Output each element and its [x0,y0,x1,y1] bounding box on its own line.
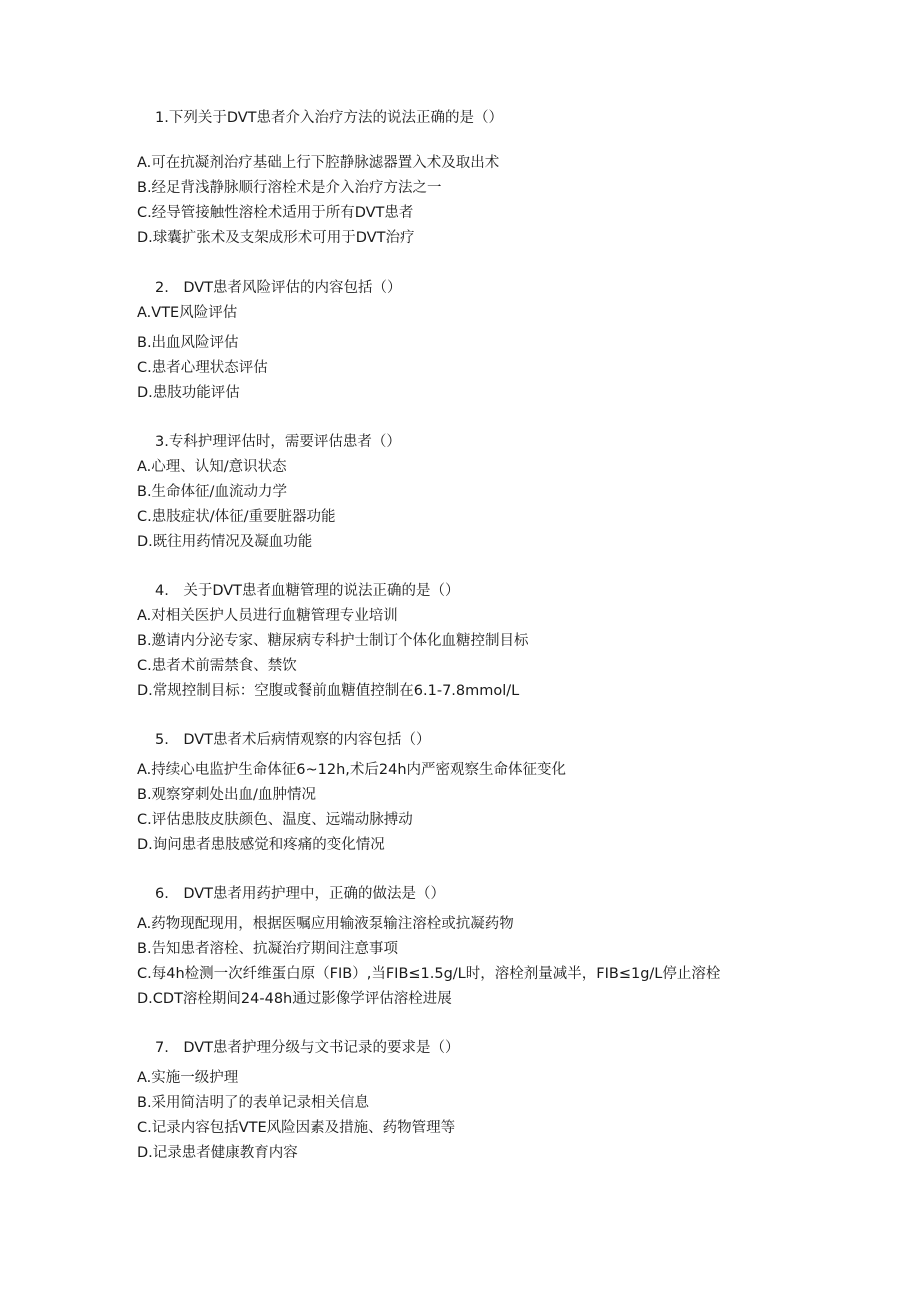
option-d: D.患肢功能评估 [137,385,240,401]
option-b: B.采用简洁明了的表单记录相关信息 [137,1095,370,1111]
question-6 [137,882,837,1012]
option-a: A.药物现配现用，根据医嘱应用输液泵输注溶栓或抗凝药物 [137,916,514,932]
question-title: 4. 关于DVT患者血糖管理的说法正确的是（） [155,583,460,599]
option-c: C.每4h检测一次纤维蛋白原（FIB）,当FIB≤1.5g/L时，溶栓剂量减半，FIB≤1g/L停止溶栓 [137,966,721,982]
option-b: B.邀请内分泌专家、糖尿病专科护士制订个体化血糖控制目标 [137,633,529,649]
option-b: B.经足背浅静脉顺行溶栓术是介入治疗方法之一 [137,180,442,196]
option-c: C.患者术前需禁食、禁饮 [137,658,297,674]
question-title: 3.专科护理评估时，需要评估患者（） [155,434,401,450]
question-title: 6. DVT患者用药护理中，正确的做法是（） [155,886,446,902]
question-5 [137,728,837,858]
option-b: B.观察穿刺处出血/血肿情况 [137,787,316,803]
option-a: A.对相关医护人员进行血糖管理专业培训 [137,608,398,624]
option-a: A.实施一级护理 [137,1070,239,1086]
option-c: C.评估患肢皮肤颜色、温度、远端动脉搏动 [137,812,413,828]
option-c: C.患肢症状/体征/重要脏器功能 [137,509,336,525]
question-3 [137,430,837,555]
question-title: 7. DVT患者护理分级与文书记录的要求是（） [155,1040,460,1056]
option-a: A.可在抗凝剂治疗基础上行下腔静脉滤器置入术及取出术 [137,155,500,171]
option-a: A.心理、认知/意识状态 [137,459,287,475]
option-d: D.球囊扩张术及支架成形术可用于DVT治疗 [137,230,415,246]
question-title: 2. DVT患者风险评估的内容包括（） [155,280,402,296]
question-title: 5. DVT患者术后病情观察的内容包括（） [155,732,431,748]
option-c: C.记录内容包括VTE风险因素及措施、药物管理等 [137,1120,456,1136]
question-2 [137,276,837,406]
option-b: B.告知患者溶栓、抗凝治疗期间注意事项 [137,941,399,957]
option-d: D.既往用药情况及凝血功能 [137,534,313,550]
option-b: B.生命体征/血流动力学 [137,484,287,500]
option-a: A.持续心电监护生命体征6~12h,术后24h内严密观察生命体征变化 [137,762,567,778]
option-a: A.VTE风险评估 [137,305,238,321]
question-7 [137,1036,837,1166]
question-1 [137,106,837,251]
question-4 [137,579,837,704]
option-d: D.常规控制目标：空腹或餐前血糖值控制在6.1-7.8mmol∕L [137,683,520,699]
option-d: D.询问患者患肢感觉和疼痛的变化情况 [137,837,385,853]
option-d: D.记录患者健康教育内容 [137,1145,298,1161]
option-b: B.出血风险评估 [137,335,239,351]
option-c: C.经导管接触性溶栓术适用于所有DVT患者 [137,205,414,221]
option-c: C.患者心理状态评估 [137,360,268,376]
question-title: 1.下列关于DVT患者介入治疗方法的说法正确的是（） [155,110,504,126]
option-d: D.CDT溶栓期间24-48h通过影像学评估溶栓进展 [137,991,452,1007]
